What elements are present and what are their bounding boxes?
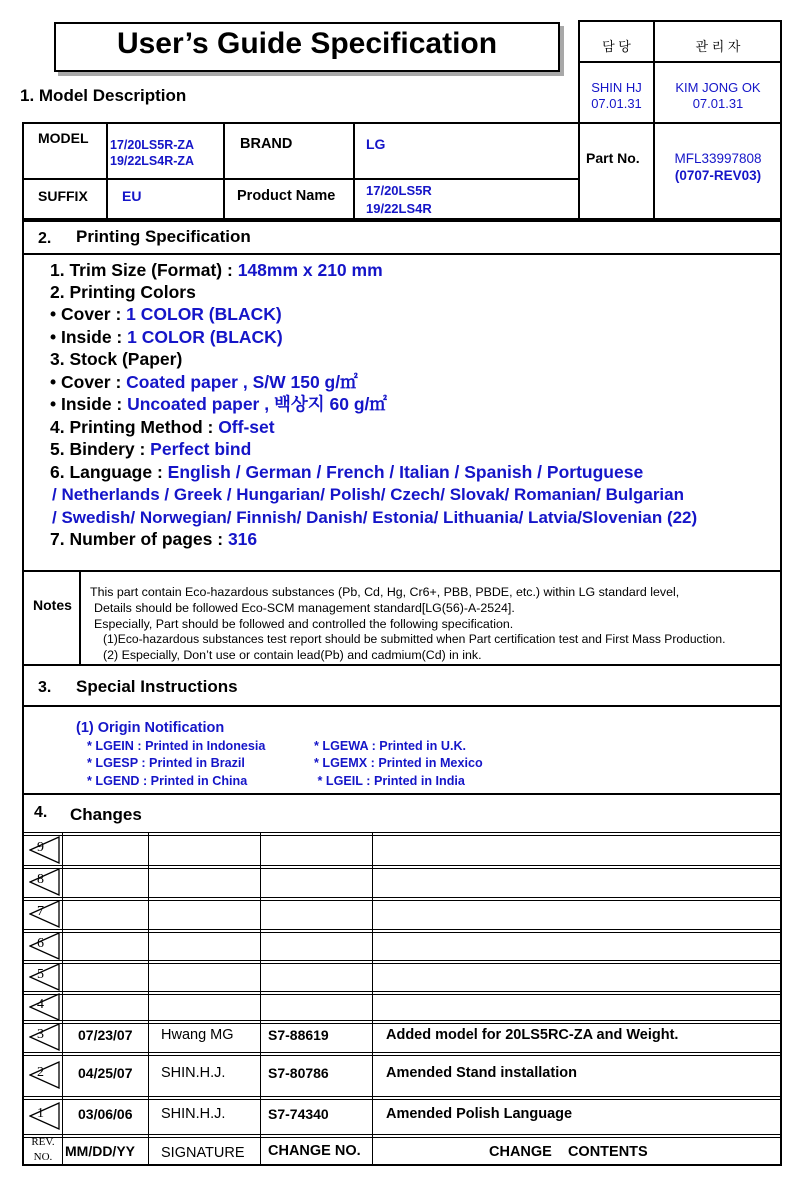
inside-stock-line: • Inside : Uncoated paper , 백상지 60 g/㎡ bbox=[50, 394, 387, 414]
change-number: S7-74340 bbox=[268, 1106, 329, 1122]
bindery-value: Perfect bind bbox=[150, 439, 252, 459]
change-signature: SHIN.H.J. bbox=[161, 1065, 226, 1081]
model-label: MODEL bbox=[38, 130, 89, 146]
page-title: User’s Guide Specification bbox=[116, 27, 498, 60]
suffix-value: EU bbox=[122, 188, 142, 204]
part-no-label: Part No. bbox=[586, 150, 640, 166]
change-signature: Hwang MG bbox=[161, 1027, 234, 1043]
trim-size-line: 1. Trim Size (Format) : 148mm x 210 mm bbox=[50, 260, 383, 280]
origin-item: * LGEWA : Printed in U.K. bbox=[314, 739, 467, 753]
revision-triangle-icon bbox=[29, 1102, 60, 1130]
brand-value: LG bbox=[366, 136, 386, 152]
model-value-1: 17/20LS5R-ZA bbox=[110, 138, 195, 152]
notes-line-3: Especially, Part should be followed and controlled the following specification. bbox=[94, 617, 514, 631]
printing-method-line: 4. Printing Method : Off-set bbox=[50, 417, 275, 437]
notes-line-1: This part contain Eco-hazardous substances (Pb, Cd, Hg, Cr6+, PBB, PBDE, etc.) within LG standard level, bbox=[90, 585, 680, 599]
section3-number: 3. bbox=[38, 679, 52, 696]
inside-colors-line: • Inside : 1 COLOR (BLACK) bbox=[50, 327, 283, 347]
revision-number: 3 bbox=[37, 1027, 44, 1042]
cover-stock-value: Coated paper , S/W 150 g/㎡ bbox=[126, 372, 358, 392]
product-name-1: 17/20LS5R bbox=[366, 183, 432, 198]
suffix-label: SUFFIX bbox=[38, 188, 88, 204]
change-signature: SHIN.H.J. bbox=[161, 1106, 226, 1122]
language-value-3: / Swedish/ Norwegian/ Finnish/ Danish/ Estonia/ Lithuania/ Latvia/Slovenian (22) bbox=[52, 508, 698, 527]
revision-number: 5 bbox=[37, 966, 44, 982]
revision-number: 7 bbox=[37, 904, 44, 919]
revision-triangle-icon bbox=[29, 963, 60, 991]
rev-no-label-2: NO. bbox=[33, 1151, 53, 1163]
revision-triangle-icon bbox=[29, 1061, 60, 1089]
language-line: 6. Language : English / German / French / Italian / Spanish / Portuguese bbox=[50, 462, 644, 482]
pages-value: 316 bbox=[227, 529, 258, 549]
change-date: 04/25/07 bbox=[78, 1065, 133, 1081]
rev-no-label-1: REV. bbox=[31, 1136, 55, 1148]
model-value-2: 19/22LS4R-ZA bbox=[110, 154, 195, 168]
revision-triangle-icon bbox=[29, 900, 60, 928]
stock-heading: 3. Stock (Paper) bbox=[50, 349, 183, 369]
origin-item: * LGEND : Printed in China bbox=[87, 774, 248, 788]
origin-item: * LGEMX : Printed in Mexico bbox=[314, 756, 483, 770]
notes-line-2: Details should be followed Eco-SCM management standard[LG(56)-A-2524]. bbox=[94, 601, 515, 615]
notes-line-5: (2) Especially, Don’t use or contain lead(Pb) and cadmium(Cd) in ink. bbox=[103, 648, 482, 662]
cover-colors-value: 1 COLOR (BLACK) bbox=[126, 304, 282, 324]
product-name-2: 19/22LS4R bbox=[366, 201, 432, 216]
change-date: 03/06/06 bbox=[78, 1106, 133, 1122]
date-column-label: MM/DD/YY bbox=[65, 1143, 135, 1159]
revision-triangle-icon bbox=[29, 993, 60, 1021]
bindery-line: 5. Bindery : Perfect bind bbox=[50, 439, 252, 459]
part-no-rev: (0707-REV03) bbox=[674, 168, 762, 183]
origin-item: * LGEIN : Printed in Indonesia bbox=[87, 739, 266, 753]
approval-col1-name: SHIN HJ bbox=[591, 80, 642, 95]
change-contents: Amended Stand installation bbox=[386, 1065, 577, 1081]
printing-colors-heading: 2. Printing Colors bbox=[50, 282, 196, 302]
section3-title: Special Instructions bbox=[76, 677, 238, 696]
change-contents-column-label: CHANGE CONTENTS bbox=[489, 1144, 648, 1160]
revision-number: 6 bbox=[37, 935, 44, 951]
brand-label: BRAND bbox=[240, 136, 293, 152]
language-value-2: / Netherlands / Greek / Hungarian/ Polish/ Czech/ Slovak/ Romanian/ Bulgarian bbox=[52, 485, 684, 504]
product-name-label: Product Name bbox=[237, 188, 336, 204]
cover-stock-line: • Cover : Coated paper , S/W 150 g/㎡ bbox=[50, 372, 358, 392]
part-no-value: MFL33997808 bbox=[674, 151, 762, 166]
language-value-1: English / German / French / Italian / Spanish / Portuguese bbox=[167, 462, 644, 482]
revision-number: 2 bbox=[37, 1065, 44, 1080]
section2-number: 2. bbox=[38, 230, 52, 247]
revision-triangle-icon bbox=[29, 932, 60, 960]
section4-number: 4. bbox=[34, 804, 48, 821]
change-contents: Added model for 20LS5RC-ZA and Weight. bbox=[386, 1027, 679, 1043]
revision-number: 1 bbox=[37, 1106, 44, 1121]
origin-notification-title: (1) Origin Notification bbox=[76, 720, 225, 736]
signature-column-label: SIGNATURE bbox=[161, 1145, 245, 1161]
revision-triangle-icon bbox=[29, 1023, 60, 1051]
cover-colors-line: • Cover : 1 COLOR (BLACK) bbox=[50, 304, 282, 324]
printing-method-value: Off-set bbox=[218, 417, 275, 437]
change-number: S7-88619 bbox=[268, 1027, 329, 1043]
approval-col2-date: 07.01.31 bbox=[692, 96, 744, 111]
approval-col1-label: 담 당 bbox=[602, 39, 631, 54]
notes-line-4: (1)Eco-hazardous substances test report should be submitted when Part certification test and First Mass Production. bbox=[103, 632, 726, 646]
inside-stock-value: Uncoated paper , 백상지 60 g/㎡ bbox=[127, 394, 387, 414]
revision-triangle-icon bbox=[29, 868, 60, 896]
pages-line: 7. Number of pages : 316 bbox=[50, 529, 258, 549]
revision-number: 8 bbox=[37, 872, 44, 887]
revision-number: 4 bbox=[37, 996, 44, 1012]
approval-col2-name: KIM JONG OK bbox=[675, 80, 761, 95]
notes-label: Notes bbox=[33, 597, 72, 613]
section4-title: Changes bbox=[70, 805, 142, 824]
change-date: 07/23/07 bbox=[78, 1027, 133, 1043]
change-contents: Amended Polish Language bbox=[386, 1106, 573, 1122]
section2-title: Printing Specification bbox=[76, 227, 251, 246]
revision-triangle-icon bbox=[29, 836, 60, 864]
approval-col1-date: 07.01.31 bbox=[591, 96, 642, 111]
section1-heading: 1. Model Description bbox=[20, 86, 187, 105]
revision-number: 9 bbox=[37, 839, 44, 855]
origin-item: * LGESP : Printed in Brazil bbox=[87, 756, 245, 770]
origin-item: * LGEIL : Printed in India bbox=[314, 774, 465, 788]
change-no-column-label: CHANGE NO. bbox=[268, 1143, 361, 1159]
inside-colors-value: 1 COLOR (BLACK) bbox=[127, 327, 283, 347]
change-number: S7-80786 bbox=[268, 1065, 329, 1081]
approval-col2-label: 관 리 자 bbox=[695, 39, 741, 54]
trim-size-value: 148mm x 210 mm bbox=[237, 260, 383, 280]
